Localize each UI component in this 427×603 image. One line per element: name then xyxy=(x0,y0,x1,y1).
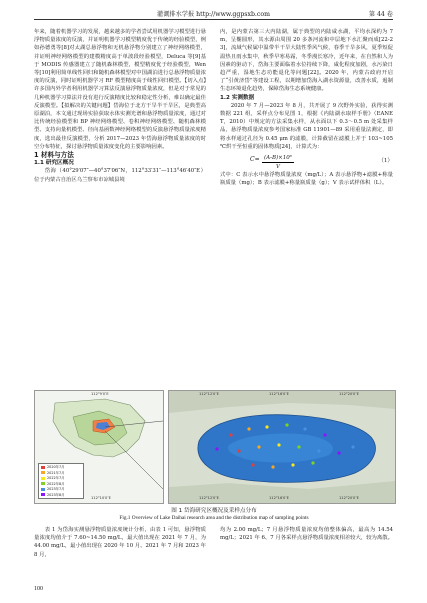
equation-fraction xyxy=(262,154,294,171)
subsection-heading: 1.1 研究区概况 xyxy=(34,160,74,167)
tick-label: 112°12′0″E xyxy=(199,392,219,396)
legend-label: 2020年7月 xyxy=(47,465,65,469)
legend xyxy=(38,463,84,499)
equation-numerator: (A-B)×10⁶ xyxy=(262,154,294,163)
legend-label: 2022年7月 xyxy=(47,476,65,481)
legend-label: 2021年7月 xyxy=(47,470,65,475)
tick-label: 112°16′0″E xyxy=(269,496,289,500)
paragraph: 表 1 为岱海实测悬浮物质量浓度统计分析，由表 1 可知，悬浮物质量浓度均值介于 7.60~14.50 mg/L，最大值出现在 2021 年 7 月，为 44.00 mg/L，最小值出现在 2020 年 10 月、2021 年 7 月和 2023 年 8 月， xyxy=(34,527,206,558)
legend-swatch xyxy=(41,493,45,496)
page-number: 100 xyxy=(34,586,43,592)
legend-swatch xyxy=(41,477,45,480)
equation-number: （1） xyxy=(378,158,393,165)
legend-swatch xyxy=(41,482,45,485)
paragraph: 式中：C 表示水中悬浮物质量浓度（mg/L）；A 表示悬浮物+滤膜+称量瓶质量（mg）；B 表示滤膜+称量瓶质量（g）；V 表示试样体积（L）。 xyxy=(220,172,393,187)
tick-label: 112°16′0″E xyxy=(269,392,289,396)
legend-swatch xyxy=(41,488,45,491)
tick-label: 112°20′0″E xyxy=(339,496,359,500)
figure-1 xyxy=(34,390,394,502)
bottom-right-text xyxy=(220,526,393,542)
equation-denominator: V xyxy=(276,164,280,171)
legend-item xyxy=(41,493,81,499)
bottom-left-text xyxy=(34,526,206,559)
paragraph: 岱海（40°29′07″—40°37′06″N，112°33′31″—113°46′40″E）位于内蒙古自治区乌兰察布市凉城县境 xyxy=(34,168,206,183)
legend-swatch xyxy=(41,466,45,469)
figure-caption-en: Fig.1 Overview of Lake Daihai research area and the distribution map of sampling points xyxy=(119,515,309,521)
journal-name: 灌溉排水学报 http://www.ggpsxb.com xyxy=(157,11,270,18)
lake-sampling-map-panel xyxy=(168,390,396,504)
legend-label: 2023年8月 xyxy=(47,492,65,497)
tick-label: 112°10′0″E xyxy=(91,496,111,500)
subsection-heading: 1.2 实测数据 xyxy=(220,94,255,101)
legend-swatch xyxy=(41,471,45,474)
location-map-panel xyxy=(34,390,164,504)
running-header xyxy=(34,7,393,21)
equation-1 xyxy=(220,154,393,171)
lake-sampling-map xyxy=(169,391,395,503)
header-rule xyxy=(34,19,393,20)
figure-caption-cn: 图 1 岱海研究区概况及采样点分布 xyxy=(171,508,257,514)
paragraph: 2020 年 7 月—2023 年 8 月，共开展了 9 次野外实验，获得实测数据 221 组，采样点分布见图 1，根据《内陆湖水取样手册》（EANET，2010）中规定的方法采集水样，从水面以下 0.3～0.5 m 处采集样品，悬浮物质量浓度参考国家标准 GB 11901—89 采用重量法测定，即将水样通过孔径为 0.45 μm 的滤膜，计算截留在滤膜上并于 103~105 ℃烘干至恒重的固体物质[24]，计算式为： xyxy=(220,102,393,150)
paragraph: 均为 2.00 mg/L；7 月悬浮物质量浓度均值整体偏高，最高为 14.54 mg/L；2021 年 6、7 月各采样点悬浮物质量浓度相差较大，较为离散。 xyxy=(220,527,393,542)
tick-label: 112°12′0″E xyxy=(199,496,219,500)
legend-label: 2023年7月 xyxy=(47,487,65,492)
section-heading: 1 材料与方法 xyxy=(34,151,74,160)
tick-label: 112°9′0″E xyxy=(91,392,109,396)
left-column xyxy=(34,28,206,184)
right-column xyxy=(220,28,393,187)
issue-label: 第 44 卷 xyxy=(368,11,393,18)
paragraph: 年来，随着机器学习的发展，越来越多的学者尝试用机器学习模型进行悬浮物质量浓度的反演，并证明机器学习模型精度优于传统的经验模型，例如孙德勇等[8]对太湖总悬浮物和无机悬浮物分别建立了神经网络模型，并证明神经网络模型的建模精度高于单波段经验模型，Deluca 等[9]基于 MODIS 传感器建立了随机森林模型，模型精度优于经验模型，Wen 等[10]利用简单线性回归和随机森林模型对中国湖泊进行总悬浮物质量浓度的反演，同时证明机器学习 RF 模型精度高于线性回归模型。【切入点】许多国内外学者利用机器学习算法反演悬浮物质量浓度，但是对于常见的几种机器学习算法并没有进行反演精度比较和稳定性分析，难以确定最佳反演模型。【拟解决的关键问题】岱海位于北方干旱半干旱区，是典型高原湖泊，本文通过现场实验获取水体实测光谱和悬浮物质量浓度，通过对比传统经验模型和 BP 神经网络模型、卷积神经网络模型、随机森林模型、支持向量机模型、径向基函数神经网络模型的反演悬浮物质量浓度精度，选出最佳反演模型，分析 2017—2023 年岱海悬浮物质量浓度的时空分布特征，探讨悬浮物质量浓度变化的主要影响因素。 xyxy=(34,29,206,150)
tick-label: 112°20′0″E xyxy=(339,392,359,396)
legend-label: 2022年8月 xyxy=(47,481,65,486)
paragraph: 内，是内蒙古第三大内陆湖，属于典型的内陆咸水湖，平均水深约为 7 m，呈椭圆形，其水源由周围 20 多条河流和中层地下水汇聚而成[22-23]，流域气候属中温带半干旱大陆性季风气候，春季干旱多风，夏季短促温热且雨水集中，秋季早寒易霜，冬季漫长寒冷，近年来，在自然和人为因素的驱动下，岱海主要面临着水位持续下降，咸化程度加剧，水污染日趋严重，湿地生态功能退化等问题[22]。2020 年，内蒙古政府开启了“引黄济岱”等建设工程，以期增加岱海入湖水资源量，改善水质，遏制生态环境退化趋势，保障岱海生态系统健康。 xyxy=(220,29,393,93)
equation-lhs: C= xyxy=(250,156,260,164)
